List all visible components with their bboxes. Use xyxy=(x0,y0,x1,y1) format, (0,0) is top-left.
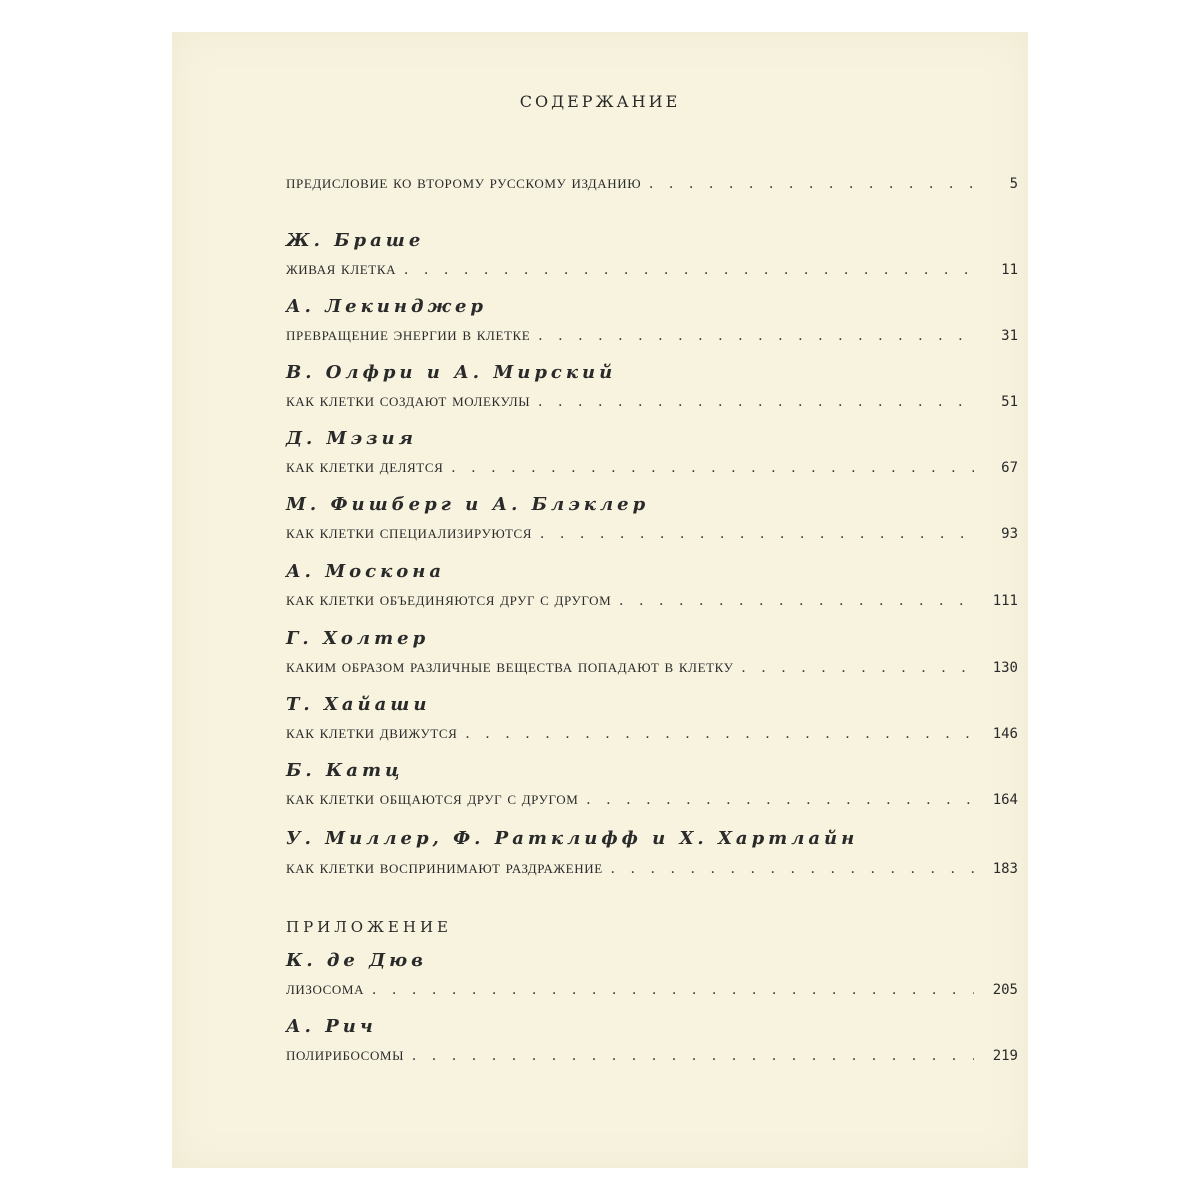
entry-title: как клетки специализируются xyxy=(286,522,533,542)
chapter-author: Д. Мэзия xyxy=(286,428,417,449)
toc-entry-appendix[interactable] xyxy=(286,1044,1018,1066)
chapter-author: В. Олфри и А. Мирский xyxy=(286,362,617,383)
page-number: 93 xyxy=(1001,526,1018,542)
dot-leader xyxy=(611,860,974,878)
toc-entry[interactable] xyxy=(286,589,1018,611)
chapter-author: Г. Холтер xyxy=(286,628,430,649)
entry-title: полирибосомы xyxy=(286,1044,405,1064)
entry-title: как клетки объединяются друг с другом xyxy=(286,589,612,609)
dot-leader xyxy=(586,791,974,809)
toc-entry-preface[interactable] xyxy=(286,172,1018,194)
dot-leader xyxy=(372,981,974,999)
page-number: 219 xyxy=(992,1048,1018,1064)
dot-leader xyxy=(540,525,974,543)
entry-title: лизосома xyxy=(286,978,365,998)
chapter-author: Б. Катц xyxy=(286,760,404,781)
chapter-author: У. Миллер, Ф. Ратклифф и Х. Хартлайн xyxy=(286,828,859,849)
entry-title: живая клетка xyxy=(286,258,397,278)
chapter-author: А. Лекинджер xyxy=(286,296,488,317)
appendix-author: А. Рич xyxy=(286,1016,377,1037)
toc-entry[interactable] xyxy=(286,258,1018,280)
entry-title: предисловие ко второму русскому изданию xyxy=(286,172,642,192)
dot-leader xyxy=(619,592,974,610)
page-number: 146 xyxy=(992,726,1018,742)
page-number: 5 xyxy=(1009,176,1018,192)
dot-leader xyxy=(412,1047,974,1065)
chapter-author: Т. Хайаши xyxy=(286,694,431,715)
entry-title: каким образом различные вещества попадают в клетку xyxy=(286,656,734,676)
entry-title: как клетки воспринимают раздражение xyxy=(286,857,603,877)
dot-leader xyxy=(649,175,974,193)
entry-title: как клетки создают молекулы xyxy=(286,390,531,410)
page-number: 205 xyxy=(992,982,1018,998)
toc-entry[interactable] xyxy=(286,656,1018,678)
page-number: 67 xyxy=(1001,460,1018,476)
dot-leader xyxy=(741,659,974,677)
page-number: 183 xyxy=(992,861,1018,877)
chapter-author: А. Москона xyxy=(286,561,446,582)
dot-leader xyxy=(538,327,974,345)
toc-entry[interactable] xyxy=(286,788,1018,810)
page-number: 51 xyxy=(1001,394,1018,410)
page-number: 130 xyxy=(992,660,1018,676)
toc-entry[interactable] xyxy=(286,324,1018,346)
toc-entry-appendix[interactable] xyxy=(286,978,1018,1000)
entry-title: как клетки движутся xyxy=(286,722,458,742)
toc-entry[interactable] xyxy=(286,456,1018,478)
dot-leader xyxy=(538,393,974,411)
page-number: 164 xyxy=(992,792,1018,808)
dot-leader xyxy=(404,261,974,279)
toc-entry[interactable] xyxy=(286,857,1018,879)
toc-entry[interactable] xyxy=(286,522,1018,544)
entry-title: как клетки делятся xyxy=(286,456,444,476)
page-number: 11 xyxy=(1001,262,1018,278)
dot-leader xyxy=(451,459,974,477)
chapter-author: Ж. Браше xyxy=(286,230,425,251)
chapter-author: М. Фишберг и А. Блэклер xyxy=(286,494,650,515)
page-title: СОДЕРЖАНИЕ xyxy=(519,92,681,111)
book-page xyxy=(172,32,1028,1168)
dot-leader xyxy=(465,725,974,743)
page-number: 31 xyxy=(1001,328,1018,344)
appendix-author: К. де Дюв xyxy=(286,950,427,971)
toc-entry[interactable] xyxy=(286,722,1018,744)
entry-title: как клетки общаются друг с другом xyxy=(286,788,579,808)
page-number: 111 xyxy=(992,593,1018,609)
appendix-heading: ПРИЛОЖЕНИЕ xyxy=(286,918,452,936)
toc-entry[interactable] xyxy=(286,390,1018,412)
entry-title: превращение энергии в клетке xyxy=(286,324,531,344)
